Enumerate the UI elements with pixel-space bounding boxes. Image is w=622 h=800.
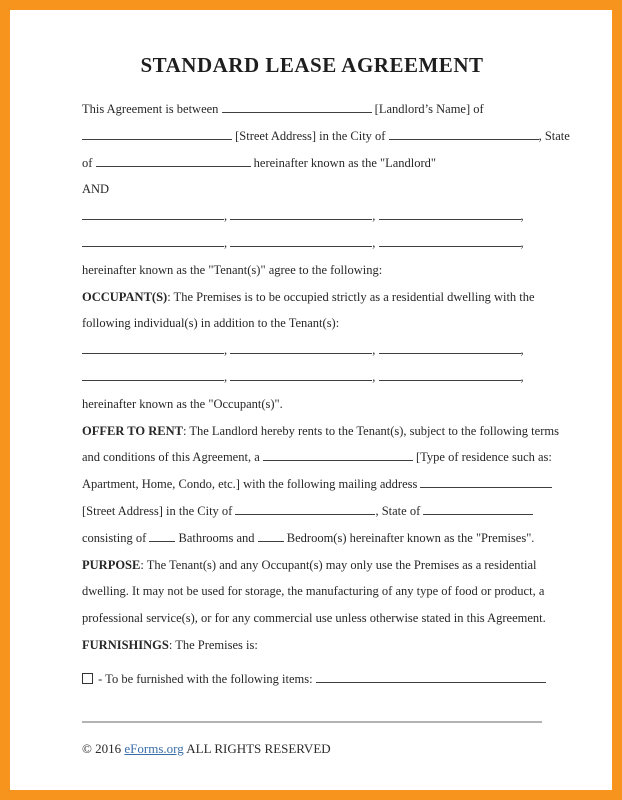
line-text: , (224, 209, 231, 224)
form-line (82, 666, 542, 693)
fill-in-blank-furnished-items[interactable] (316, 669, 546, 683)
line-text: : The Premises is: (168, 637, 258, 652)
fill-in-blank-bathrooms[interactable] (149, 528, 175, 542)
line-text: dwelling. It may not be used for storage, the manufacturing of any type of food or product, a (82, 584, 545, 599)
line-text: Apartment, Home, Condo, etc.] with the following mailing address (82, 477, 421, 492)
line-text: , (372, 235, 379, 250)
form-line (82, 632, 542, 659)
form-line (82, 364, 542, 391)
form-line (82, 418, 559, 445)
document-body (82, 96, 570, 693)
line-text: [Landlord’s Name] of (371, 102, 484, 116)
copyright-suffix: ALL RIGHTS RESERVED (183, 740, 331, 756)
document-page (10, 10, 612, 790)
fill-in-blank-occupant-name[interactable] (82, 341, 224, 355)
fill-in-blank-bedrooms[interactable] (258, 528, 284, 542)
line-text: hereinafter known as the "Landlord" (250, 155, 437, 170)
line-text: : The Premises is to be occupied strictly as a residential dwelling with the (167, 289, 535, 304)
form-line (82, 578, 545, 605)
line-text: , (372, 209, 379, 224)
eforms-link[interactable]: eForms.org (124, 740, 184, 756)
form-line (82, 498, 542, 525)
line-text: [Type of residence such as: (412, 450, 552, 465)
line-text: AND (82, 182, 110, 197)
fill-in-blank-street-address[interactable] (82, 126, 232, 140)
fill-in-blank-occupant-name[interactable] (379, 341, 521, 355)
form-line (82, 150, 542, 177)
line-text: hereinafter known as the "Occupant(s)". (82, 396, 283, 411)
line-text: , (224, 369, 231, 384)
fill-in-blank-tenant-name[interactable] (230, 207, 372, 221)
line-text: [Street Address] in the City of (232, 128, 389, 143)
fill-in-blank-premises-state[interactable] (423, 501, 533, 515)
line-text: , (520, 369, 524, 384)
fill-in-blank-tenant-name[interactable] (379, 207, 521, 221)
line-text: : The Landlord hereby rents to the Tenant(s), subject to the following terms (182, 423, 559, 438)
fill-in-blank-occupant-name[interactable] (230, 341, 372, 355)
form-line (82, 444, 552, 471)
fill-in-blank-tenant-name[interactable] (379, 233, 521, 247)
form-line (82, 552, 542, 579)
line-text: , State of (375, 503, 424, 518)
line-text: Bedroom(s) hereinafter known as the "Premises". (283, 530, 535, 545)
copyright-prefix: © 2016 (82, 740, 125, 756)
section-label-purpose: PURPOSE (82, 557, 141, 572)
fill-in-blank-tenant-name[interactable] (82, 207, 224, 221)
form-line (82, 337, 542, 364)
form-line (82, 123, 570, 150)
form-line (82, 284, 542, 311)
fill-in-blank-occupant-name[interactable] (230, 367, 372, 381)
fill-in-blank-occupant-name[interactable] (82, 367, 224, 381)
document-title: STANDARD LEASE AGREEMENT (140, 53, 484, 77)
line-text: , State (538, 128, 570, 143)
line-text: - To be furnished with the following items: (95, 671, 316, 686)
line-text: , (372, 343, 379, 358)
line-text: , (520, 343, 524, 358)
form-line (82, 525, 542, 552)
form-line (82, 96, 542, 123)
line-text: , (520, 235, 524, 250)
line-text: of (82, 155, 96, 170)
section-label-furnishings: FURNISHINGS (82, 637, 169, 652)
line-text: and conditions of this Agreement, a (82, 450, 263, 465)
form-line (82, 391, 542, 418)
line-text: hereinafter known as the "Tenant(s)" agree to the following: (82, 262, 383, 277)
footer-divider (82, 721, 542, 723)
form-line (82, 203, 542, 230)
form-line (82, 257, 542, 284)
fill-in-blank-landlord-name[interactable] (222, 100, 372, 114)
fill-in-blank-city[interactable] (389, 126, 539, 140)
line-text: , (520, 209, 524, 224)
form-line (82, 471, 542, 498)
line-text: This Agreement is between (82, 102, 222, 116)
form-line (82, 605, 546, 632)
line-text: [Street Address] in the City of (82, 503, 236, 518)
form-line (82, 310, 542, 337)
fill-in-blank-residence-type[interactable] (263, 448, 413, 462)
copyright-text (82, 741, 542, 757)
furnished-checkbox[interactable] (82, 673, 93, 684)
form-line (82, 176, 542, 203)
fill-in-blank-tenant-name[interactable] (230, 233, 372, 247)
form-line (82, 230, 542, 257)
line-text: , (224, 343, 231, 358)
line-text: : The Tenant(s) and any Occupant(s) may only use the Premises as a residential (140, 557, 537, 572)
line-text: following individual(s) in addition to the Tenant(s): (82, 316, 340, 331)
line-text: Bathrooms and (175, 530, 258, 545)
line-text: , (372, 369, 379, 384)
fill-in-blank-tenant-name[interactable] (82, 233, 224, 247)
fill-in-blank-mailing-address[interactable] (420, 475, 552, 489)
fill-in-blank-state[interactable] (96, 153, 251, 167)
fill-in-blank-premises-city[interactable] (235, 501, 375, 515)
line-text: consisting of (82, 530, 150, 545)
line-text: , (224, 235, 231, 250)
section-label-offer-to-rent: OFFER TO RENT (82, 423, 183, 438)
line-text: professional service(s), or for any commercial use unless otherwise stated in this Agreement. (82, 611, 546, 626)
fill-in-blank-occupant-name[interactable] (379, 367, 521, 381)
section-label-occupants: OCCUPANT(S) (82, 289, 168, 304)
